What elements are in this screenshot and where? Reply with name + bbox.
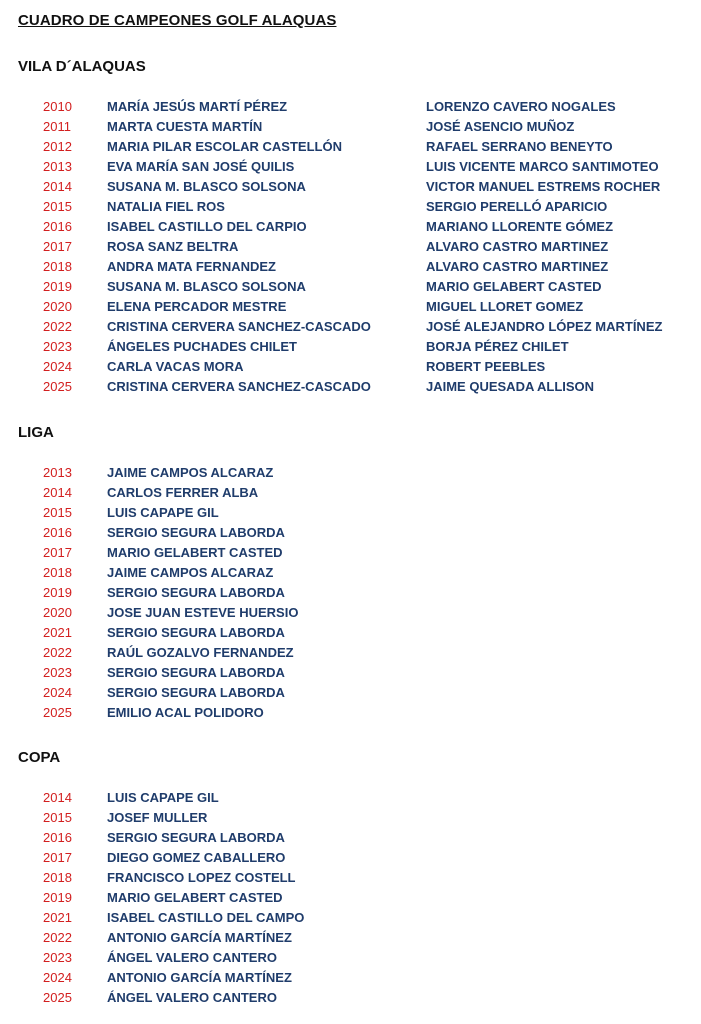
champion-row [0,585,701,605]
champion-name: MARIO GELABERT CASTED [107,890,283,905]
champion-row [0,685,701,705]
year-label: 2011 [43,119,71,134]
champion-name: SERGIO SEGURA LABORDA [107,585,285,600]
women-champion-name: CRISTINA CERVERA SANCHEZ-CASCADO [107,319,371,334]
year-label: 2015 [43,810,72,825]
champion-name: SERGIO SEGURA LABORDA [107,830,285,845]
champion-row [0,910,701,930]
champion-row [0,279,701,299]
champion-row [0,179,701,199]
champion-row [0,810,701,830]
men-champion-name: JOSÉ ASENCIO MUÑOZ [426,119,575,134]
champion-row [0,319,701,339]
year-label: 2020 [43,299,72,314]
champion-row [0,605,701,625]
champion-row [0,485,701,505]
champion-name: MARIO GELABERT CASTED [107,545,283,560]
year-label: 2014 [43,179,72,194]
champion-row [0,525,701,545]
champion-row [0,465,701,485]
champion-row [0,665,701,685]
champion-row [0,119,701,139]
women-champion-name: MARIA PILAR ESCOLAR CASTELLÓN [107,139,342,154]
year-label: 2024 [43,359,72,374]
year-label: 2019 [43,585,72,600]
champion-name: SERGIO SEGURA LABORDA [107,665,285,680]
champion-name: RAÚL GOZALVO FERNANDEZ [107,645,294,660]
year-label: 2019 [43,890,72,905]
champion-row [0,545,701,565]
champion-name: LUIS CAPAPE GIL [107,505,219,520]
year-label: 2018 [43,259,72,274]
men-champion-name: MIGUEL LLORET GOMEZ [426,299,584,314]
year-label: 2018 [43,565,72,580]
year-label: 2023 [43,950,72,965]
year-label: 2022 [43,930,72,945]
champion-name: DIEGO GOMEZ CABALLERO [107,850,286,865]
year-label: 2019 [43,279,72,294]
year-label: 2020 [43,605,72,620]
champion-name: JOSE JUAN ESTEVE HUERSIO [107,605,299,620]
year-label: 2023 [43,339,72,354]
men-champion-name: ALVARO CASTRO MARTINEZ [426,239,609,254]
year-label: 2016 [43,830,72,845]
year-label: 2013 [43,465,72,480]
champion-name: CARLOS FERRER ALBA [107,485,259,500]
women-champion-name: CARLA VACAS MORA [107,359,244,374]
year-label: 2017 [43,545,72,560]
women-champion-name: SUSANA M. BLASCO SOLSONA [107,179,306,194]
champion-row [0,239,701,259]
year-label: 2025 [43,379,72,394]
champion-row [0,890,701,910]
men-champion-name: MARIO GELABERT CASTED [426,279,602,294]
champion-row [0,850,701,870]
champion-row [0,299,701,319]
champion-row [0,790,701,810]
champion-row [0,990,701,1010]
champion-row [0,99,701,119]
champion-name: JAIME CAMPOS ALCARAZ [107,465,274,480]
champion-name: LUIS CAPAPE GIL [107,790,219,805]
men-champion-name: LUIS VICENTE MARCO SANTIMOTEO [426,159,659,174]
year-label: 2017 [43,239,72,254]
champion-row [0,625,701,645]
year-label: 2025 [43,705,72,720]
men-champion-name: RAFAEL SERRANO BENEYTO [426,139,613,154]
year-label: 2018 [43,870,72,885]
year-label: 2024 [43,685,72,700]
champion-row [0,705,701,725]
year-label: 2021 [43,625,72,640]
champion-name: SERGIO SEGURA LABORDA [107,625,285,640]
women-champion-name: MARÍA JESÚS MARTÍ PÉREZ [107,99,288,114]
section-title-copa: COPA [18,749,61,766]
women-champion-name: EVA MARÍA SAN JOSÉ QUILIS [107,159,295,174]
men-champion-name: SERGIO PERELLÓ APARICIO [426,199,608,214]
year-label: 2021 [43,910,72,925]
champion-name: FRANCISCO LOPEZ COSTELL [107,870,296,885]
year-label: 2022 [43,319,72,334]
year-label: 2012 [43,139,72,154]
champion-name: ISABEL CASTILLO DEL CAMPO [107,910,305,925]
women-champion-name: ELENA PERCADOR MESTRE [107,299,287,314]
men-champion-name: LORENZO CAVERO NOGALES [426,99,616,114]
year-label: 2013 [43,159,72,174]
champion-row [0,159,701,179]
champion-row [0,339,701,359]
year-label: 2015 [43,505,72,520]
year-label: 2022 [43,645,72,660]
men-champion-name: ALVARO CASTRO MARTINEZ [426,259,609,274]
women-champion-name: ISABEL CASTILLO DEL CARPIO [107,219,307,234]
champion-row [0,219,701,239]
champion-row [0,259,701,279]
champion-row [0,970,701,990]
champion-row [0,565,701,585]
champion-name: ÁNGEL VALERO CANTERO [107,990,277,1005]
year-label: 2023 [43,665,72,680]
men-champion-name: BORJA PÉREZ CHILET [426,339,569,354]
champion-row [0,199,701,219]
champion-name: SERGIO SEGURA LABORDA [107,525,285,540]
champion-row [0,505,701,525]
women-champion-name: NATALIA FIEL ROS [107,199,225,214]
champion-name: ÁNGEL VALERO CANTERO [107,950,277,965]
champion-name: ANTONIO GARCÍA MARTÍNEZ [107,970,292,985]
champion-row [0,950,701,970]
men-champion-name: ROBERT PEEBLES [426,359,546,374]
champion-name: JAIME CAMPOS ALCARAZ [107,565,274,580]
champion-name: EMILIO ACAL POLIDORO [107,705,264,720]
page-title: CUADRO DE CAMPEONES GOLF ALAQUAS [18,12,337,29]
women-champion-name: ÁNGELES PUCHADES CHILET [107,339,297,354]
women-champion-name: MARTA CUESTA MARTÍN [107,119,263,134]
year-label: 2016 [43,525,72,540]
champion-row [0,645,701,665]
section-title-vila: VILA D´ALAQUAS [18,58,146,75]
men-champion-name: MARIANO LLORENTE GÓMEZ [426,219,614,234]
champion-row [0,139,701,159]
year-label: 2016 [43,219,72,234]
year-label: 2014 [43,790,72,805]
section-title-liga: LIGA [18,424,54,441]
year-label: 2025 [43,990,72,1005]
women-champion-name: SUSANA M. BLASCO SOLSONA [107,279,306,294]
champion-name: SERGIO SEGURA LABORDA [107,685,285,700]
year-label: 2015 [43,199,72,214]
champion-row [0,870,701,890]
champion-row [0,379,701,399]
year-label: 2010 [43,99,72,114]
women-champion-name: ROSA SANZ BELTRA [107,239,239,254]
men-champion-name: JAIME QUESADA ALLISON [426,379,595,394]
year-label: 2017 [43,850,72,865]
champion-row [0,359,701,379]
year-label: 2024 [43,970,72,985]
year-label: 2014 [43,485,72,500]
women-champion-name: ANDRA MATA FERNANDEZ [107,259,276,274]
champion-row [0,930,701,950]
champion-name: ANTONIO GARCÍA MARTÍNEZ [107,930,292,945]
women-champion-name: CRISTINA CERVERA SANCHEZ-CASCADO [107,379,371,394]
men-champion-name: JOSÉ ALEJANDRO LÓPEZ MARTÍNEZ [426,319,663,334]
champion-name: JOSEF MULLER [107,810,208,825]
men-champion-name: VICTOR MANUEL ESTREMS ROCHER [426,179,661,194]
champion-row [0,830,701,850]
